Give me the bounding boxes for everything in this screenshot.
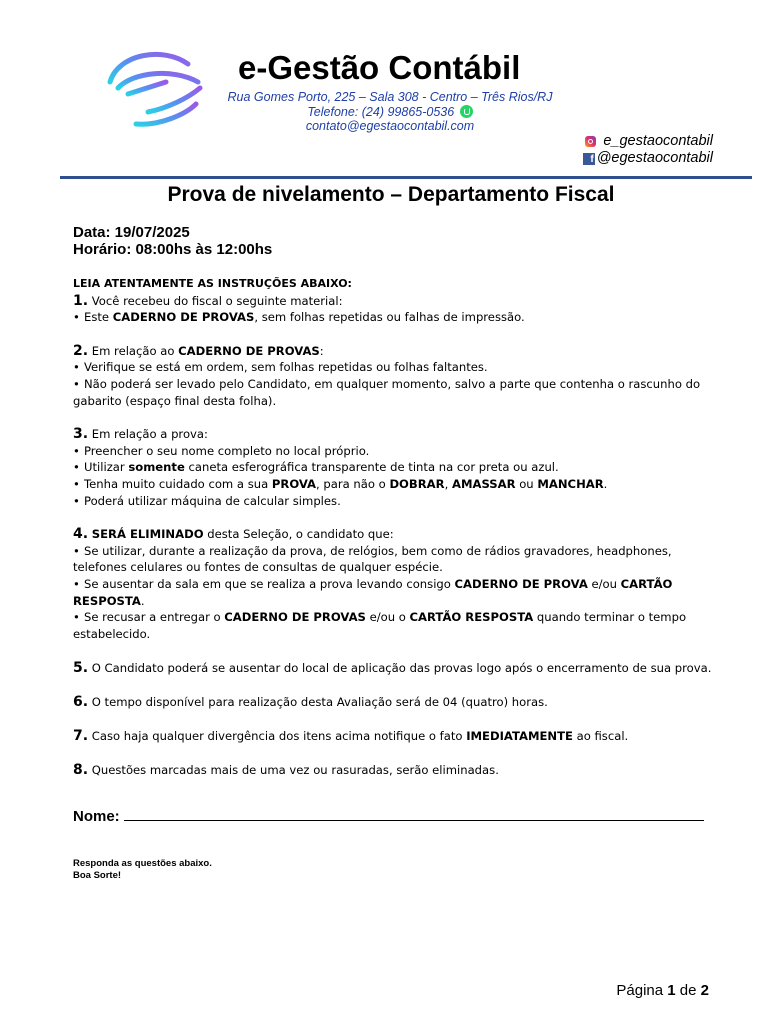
facebook-handle: @egestaocontabil xyxy=(596,150,713,166)
exam-date: Data: 19/07/2025 xyxy=(73,224,190,241)
instagram-row xyxy=(583,133,713,150)
instruction-3-bullet-1: • Preencher o seu nome completo no local próprio. xyxy=(73,443,370,458)
instruction-3-bullet-3: • Tenha muito cuidado com a sua PROVA, para não o DOBRAR, AMASSAR ou MANCHAR. xyxy=(73,476,608,491)
instruction-4-bullet-3: • Se recusar a entregar o CADERNO DE PROVAS e/ou o CARTÃO RESPOSTA quando terminar o tempo estabelecido. xyxy=(73,610,687,641)
email-line: contato@egestaocontabil.com xyxy=(305,119,475,133)
instruction-4-bullet-2: • Se ausentar da sala em que se realiza a prova levando consigo CADERNO DE PROVA e/ou CARTÃO RESPOSTA. xyxy=(73,576,673,608)
total-pages: 2 xyxy=(700,982,709,999)
company-name: e-Gestão Contábil xyxy=(238,49,521,86)
instructions-heading: LEIA ATENTAMENTE AS INSTRUÇÕES ABAIXO: xyxy=(73,277,352,290)
facebook-icon: f xyxy=(583,153,595,165)
name-label: Nome: xyxy=(73,808,120,825)
instruction-2-bullet-1: • Verifique se está em ordem, sem folhas repetidas ou folhas faltantes. xyxy=(73,360,488,375)
instruction-8: 8. Questões marcadas mais de uma vez ou rasuradas, serão eliminadas. xyxy=(73,762,499,779)
facebook-row xyxy=(583,150,713,167)
footer-line-1: Responda as questões abaixo. xyxy=(73,858,212,869)
instruction-3-bullet-4: • Poderá utilizar máquina de calcular simples. xyxy=(73,493,341,508)
e-gestao-logo xyxy=(88,42,206,134)
contact-info xyxy=(210,90,570,134)
instagram-icon xyxy=(585,136,596,147)
phone-text: Telefone: (24) 99865-0536 xyxy=(307,104,455,119)
instruction-6: 6. O tempo disponível para realização desta Avaliação será de 04 (quatro) horas. xyxy=(73,693,548,710)
instruction-2: 2. Em relação ao CADERNO DE PROVAS: xyxy=(73,342,324,359)
instruction-7: 7. Caso haja qualquer divergência dos itens acima notifique o fato IMEDIATAMENTE ao fiscal. xyxy=(73,727,629,744)
name-underline[interactable] xyxy=(124,808,704,821)
header-divider xyxy=(60,176,752,179)
instructions xyxy=(73,276,713,779)
name-field[interactable] xyxy=(73,808,704,826)
instruction-3-bullet-2: • Utilizar somente caneta esferográfica transparente de tinta na cor preta ou azul. xyxy=(73,460,559,475)
instruction-5: 5. O Candidato poderá se ausentar do local de aplicação das provas logo após o encerramento de sua prova. xyxy=(73,659,712,676)
instagram-handle: e_gestaocontabil xyxy=(603,133,713,149)
footer-note xyxy=(73,858,212,882)
current-page: 1 xyxy=(667,982,676,999)
exam-meta xyxy=(73,224,272,258)
instruction-2-bullet-2: • Não poderá ser levado pelo Candidato, em qualquer momento, salvo a parte que contenha o rascunho do gabarito (espaço final desta folha). xyxy=(73,376,701,408)
phone-line xyxy=(210,105,570,120)
exam-time: Horário: 08:00hs às 12:00hs xyxy=(73,241,273,258)
instruction-4: 4. SERÁ ELIMINADO desta Seleção, o candidato que: xyxy=(73,526,394,543)
instruction-4-bullet-1: • Se utilizar, durante a realização da prova, de relógios, bem como de rádios gravadores, headphones, telefones celulares ou fontes de consultas de qualquer espécie. xyxy=(73,543,672,575)
page-number: Página 1 de 2 xyxy=(616,982,709,999)
footer-line-2: Boa Sorte! xyxy=(73,870,122,881)
instruction-3: 3. Em relação a prova: xyxy=(73,426,208,443)
document-title: Prova de nivelamento – Departamento Fiscal xyxy=(167,183,615,206)
social-links xyxy=(583,133,713,167)
address-line: Rua Gomes Porto, 225 – Sala 308 - Centro – Três Rios/RJ xyxy=(227,90,553,104)
instruction-1: 1. Você recebeu do fiscal o seguinte material: xyxy=(73,292,343,309)
whatsapp-icon xyxy=(460,105,473,118)
instruction-1-bullet-1: • Este CADERNO DE PROVAS, sem folhas repetidas ou falhas de impressão. xyxy=(73,310,525,325)
